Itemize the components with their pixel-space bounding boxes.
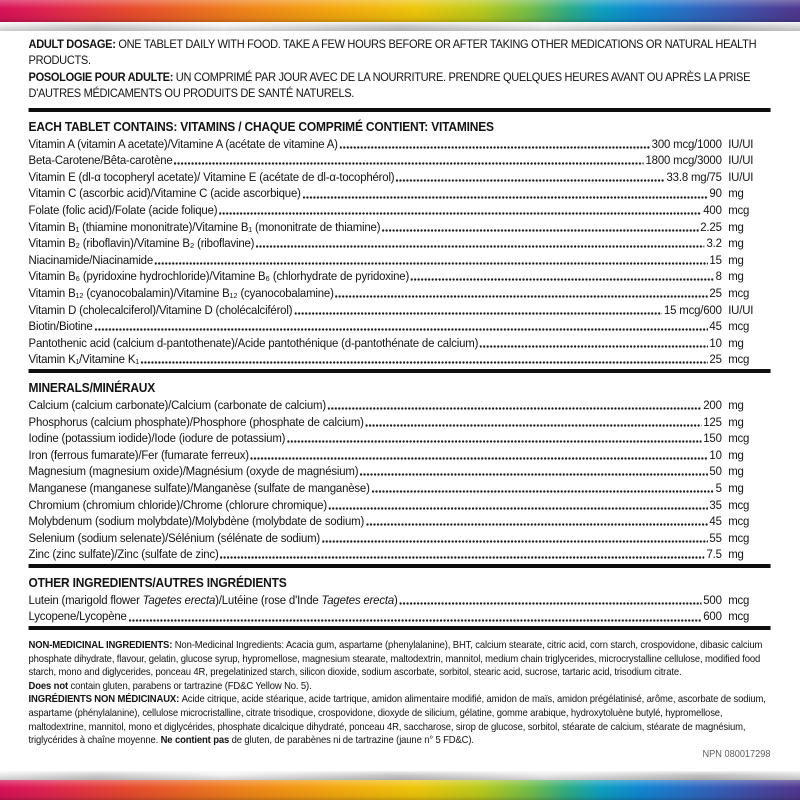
leader-dots — [220, 556, 704, 559]
ingredient-row — [29, 202, 771, 219]
ingredient-unit: mcg — [728, 285, 750, 300]
ingredient-label: Vitamin B₁ (thiamine mononitrate)/Vitamine B₁ (mononitrate de thiamine) — [28, 219, 381, 234]
ingredient-unit: mcg — [728, 592, 750, 607]
other-ingredients-rows — [29, 592, 771, 625]
ingredient-amount: 90 — [709, 186, 722, 201]
leader-dots — [396, 179, 664, 182]
leader-dots — [340, 146, 650, 149]
ingredient-row — [29, 530, 771, 547]
ingredient-row — [29, 185, 771, 202]
leader-dots — [372, 490, 714, 493]
bottom-silver-bar — [0, 771, 800, 780]
divider — [29, 626, 771, 630]
leader-dots — [94, 328, 707, 331]
section-vitamins — [29, 119, 771, 368]
ingredient-amount: 50 — [709, 464, 722, 479]
leader-dots — [174, 162, 643, 165]
ingredient-unit: IU/UI — [728, 169, 754, 184]
leader-dots — [328, 407, 702, 410]
ingredient-amount: 150 — [703, 431, 722, 446]
ingredient-label: Molybdenum (sodium molybdate)/Molybdène (molybdate de sodium) — [28, 514, 365, 529]
ingredient-row — [29, 497, 771, 514]
leader-dots — [399, 602, 701, 605]
ingredient-unit: mg — [728, 186, 744, 201]
ingredient-row — [29, 447, 771, 464]
ingredient-amount: 25 — [709, 352, 722, 367]
ingredient-label: Manganese (manganese sulfate)/Manganèse (sulfate de manganèse) — [28, 480, 370, 495]
ingredient-label: Vitamin D (cholecalciferol)/Vitamine D (cholécalciférol) — [28, 302, 293, 317]
ingredient-row — [29, 608, 771, 625]
leader-dots — [294, 312, 662, 315]
paragraph: POSOLOGIE POUR ADULTE: UN COMPRIMÉ PAR JOUR AVEC DE LA NOURRITURE. PRENDRE QUELQUES HEURES AVANT OU APRÈS LA PRISE D'AUTRES MÉDICAMENTS OU PRODUITS DE SANTÉ NATURELS. — [28, 69, 751, 101]
ingredient-row — [29, 430, 771, 447]
other-ingredients-section-header: OTHER INGREDIENTS/AUTRES INGRÉDIENTS — [28, 574, 287, 590]
leader-dots — [303, 196, 708, 199]
ingredient-label: Lycopene/Lycopène — [28, 609, 127, 624]
ingredient-amount: 200 — [703, 397, 722, 412]
ingredient-row — [29, 414, 771, 431]
leader-dots — [382, 229, 698, 232]
minerals-section-header: MINERALS/MINÉRAUX — [28, 379, 156, 395]
ingredient-label: Zinc (zinc sulfate)/Zinc (sulfate de zinc) — [28, 547, 219, 562]
ingredient-amount: 7.5 — [706, 547, 722, 562]
ingredient-amount: 10 — [709, 447, 722, 462]
ingredient-row — [29, 268, 771, 285]
ingredient-unit: mg — [728, 252, 744, 267]
ingredient-amount: 45 — [709, 319, 722, 334]
ingredient-label: Iron (ferrous fumarate)/Fer (fumarate ferreux) — [28, 447, 249, 462]
bottom-rainbow-bar — [0, 780, 800, 800]
ingredient-amount: 125 — [703, 414, 722, 429]
paragraph: NON-MEDICINAL INGREDIENTS: Non-Medicinal Ingredients: Acacia gum, aspartame (phenylalanine), BHT, calcium stearate, citric acid, corn starch, crospovidone, dibasic calcium phosphate dihydrate, flavour, gelatin, glucose syrup, hypromellose, magnesium stearate, maltodextrin, mannitol, medium chain triglycerides, microcrystalline cellulose, modified food starch, mono and diglycerides, ponceau 4R, pregelatinized starch, silicon dioxide, sodium ascorbate, sorbitol, stearic acid, sucrose, tartaric acid, trisodium citrate. — [28, 640, 763, 679]
ingredient-row — [29, 592, 771, 609]
vitamins-section-header: EACH TABLET CONTAINS: VITAMINS / CHAQUE COMPRIMÉ CONTIENT: VITAMINES — [28, 118, 494, 134]
divider — [29, 108, 771, 112]
ingredient-unit: mg — [728, 219, 744, 234]
paragraph: INGRÉDIENTS NON MÉDICINAUX: Acide citrique, acide stéarique, acide tartrique, amidon alimentaire modifié, amidon de maïs, amidon prégélatinisé, arôme, ascorbate de sodium, aspartame (phénylalanine), cellulose microcristalline, citrate trisodique, crospovidone, dioxyde de silicium, gélatine, gomme arabique, hydroxytoluène butylé, hypromellose, maltodextrine, mannitol, mono et diglycérides, phosphate dicalcique dihydraté, ponceau 4R, saccharose, sirop de glucose, sorbitol, stéarate de calcium, stéarate de magnésium, triglycérides à chaîne moyenne. Ne contient pas de gluten, de parabènes ni de tartrazine (jaune n° 5 FD&C). — [28, 694, 766, 747]
ingredient-amount: 35 — [709, 497, 722, 512]
leader-dots — [155, 262, 708, 265]
ingredient-amount: 55 — [709, 530, 722, 545]
ingredient-unit: mg — [728, 480, 744, 495]
section-other-ingredients — [29, 575, 771, 625]
leader-dots — [129, 619, 702, 622]
paragraph: Does not contain gluten, parabens or tartrazine (FD&C Yellow No. 5). — [28, 680, 312, 692]
ingredient-unit: mg — [728, 269, 744, 284]
ingredient-label: Phosphorus (calcium phosphate)/Phosphore (phosphate de calcium) — [28, 414, 364, 429]
leader-dots — [366, 523, 708, 526]
ingredient-row — [29, 302, 771, 319]
ingredient-unit: mcg — [728, 319, 750, 334]
ingredient-amount: 300 mcg/1000 — [651, 136, 722, 151]
ingredient-label: Folate (folic acid)/Folate (acide folique) — [28, 203, 218, 217]
ingredient-row — [29, 397, 771, 414]
paragraph: ADULT DOSAGE: ONE TABLET DAILY WITH FOOD. TAKE A FEW HOURS BEFORE OR AFTER TAKING OTHER MEDICATIONS OR NATURAL HEALTH PRODUCTS. — [28, 37, 757, 68]
ingredient-amount: 5 — [715, 480, 722, 495]
vitamins-rows — [29, 136, 771, 368]
ingredient-label: Vitamin E (dl-α tocopheryl acetate)/ Vitamine E (acétate de dl-α-tocophérol) — [28, 169, 395, 184]
ingredient-unit: mcg — [728, 609, 750, 624]
ingredient-label: Selenium (sodium selenate)/Sélénium (sélénate de sodium) — [28, 530, 321, 545]
ingredient-row — [29, 546, 771, 563]
label-content — [0, 31, 800, 760]
leader-dots — [329, 507, 708, 510]
ingredient-row — [29, 318, 771, 335]
ingredient-amount: 400 — [703, 203, 722, 217]
ingredient-row — [29, 169, 771, 186]
ingredient-unit: IU/UI — [728, 136, 754, 151]
ingredient-row — [29, 513, 771, 530]
leader-dots — [251, 457, 708, 460]
leader-dots — [141, 361, 708, 364]
ingredient-unit: mcg — [728, 352, 750, 367]
ingredient-amount: 8 — [715, 269, 722, 284]
ingredient-row — [29, 285, 771, 302]
ingredient-label: Pantothenic acid (calcium d-pantothenate)/Acide pantothénique (d-pantothénate de calcium) — [28, 335, 479, 350]
leader-dots — [336, 295, 708, 298]
ingredient-row — [29, 219, 771, 236]
ingredient-amount: 3.2 — [706, 236, 722, 251]
ingredient-amount: 2.25 — [700, 219, 722, 234]
ingredient-row — [29, 463, 771, 480]
ingredient-label: Biotin/Biotine — [28, 319, 93, 334]
ingredient-row — [29, 351, 771, 368]
ingredient-unit: IU/UI — [728, 302, 754, 317]
ingredient-unit: mcg — [728, 497, 750, 512]
dosage-block — [29, 36, 771, 102]
ingredient-amount: 15 mcg/600 — [663, 302, 722, 317]
npn-number: NPN 080017298 — [702, 748, 771, 760]
ingredient-unit: mg — [728, 464, 744, 479]
ingredient-unit: mg — [728, 414, 744, 429]
ingredient-amount: 1800 mcg/3000 — [645, 153, 722, 168]
ingredient-amount: 33.8 mg/75 — [666, 169, 722, 184]
top-rainbow-bar — [0, 0, 800, 22]
top-silver-bar — [0, 22, 800, 31]
minerals-rows — [29, 397, 771, 563]
leader-dots — [480, 345, 708, 348]
ingredient-unit: IU/UI — [728, 153, 754, 168]
ingredient-amount: 500 — [703, 592, 722, 607]
ingredient-unit: mg — [728, 236, 744, 251]
ingredient-row — [29, 480, 771, 497]
ingredient-label: Lutein (marigold flower Tagetes erecta)/Lutéine (rose d'Inde Tagetes erecta) — [28, 592, 398, 607]
ingredient-unit: mcg — [728, 431, 750, 446]
leader-dots — [322, 540, 708, 543]
leader-dots — [256, 245, 704, 248]
ingredient-unit: mcg — [728, 530, 750, 545]
ingredient-label: Vitamin C (ascorbic acid)/Vitamine C (acide ascorbique) — [28, 186, 301, 201]
ingredient-label: Vitamin B₂ (riboflavin)/Vitamine B₂ (riboflavine) — [28, 236, 255, 251]
ingredient-label: Niacinamide/Niacinamide — [28, 252, 154, 267]
ingredient-unit: mcg — [728, 203, 750, 217]
leader-dots — [366, 424, 702, 427]
ingredient-label: Chromium (chromium chloride)/Chrome (chlorure chromique) — [28, 497, 327, 512]
divider — [29, 564, 771, 568]
ingredient-row — [29, 252, 771, 269]
leader-dots — [287, 440, 701, 443]
ingredient-label: Calcium (calcium carbonate)/Calcium (carbonate de calcium) — [28, 397, 326, 412]
ingredient-unit: mg — [728, 447, 744, 462]
non-medicinal-ingredients-block — [29, 639, 771, 748]
ingredient-amount: 15 — [709, 252, 722, 267]
leader-dots — [219, 212, 701, 215]
leader-dots — [411, 278, 714, 281]
ingredient-row — [29, 152, 771, 169]
ingredient-amount: 10 — [709, 335, 722, 350]
ingredient-label: Iodine (potassium iodide)/Iode (iodure de potassium) — [28, 431, 286, 446]
ingredient-label: Vitamin B₆ (pyridoxine hydrochloride)/Vitamine B₆ (chlorhydrate de pyridoxine) — [28, 269, 410, 284]
ingredient-unit: mg — [728, 397, 744, 412]
ingredient-label: Magnesium (magnesium oxide)/Magnésium (oxyde de magnésium) — [28, 464, 359, 479]
section-minerals — [29, 380, 771, 563]
ingredient-unit: mg — [728, 335, 744, 350]
ingredient-amount: 600 — [703, 609, 722, 624]
ingredient-unit: mg — [728, 547, 744, 562]
divider — [29, 369, 771, 373]
ingredient-label: Beta-Carotene/Bêta-carotène — [28, 153, 173, 168]
ingredient-row — [29, 335, 771, 352]
ingredient-label: Vitamin A (vitamin A acetate)/Vitamine A (acétate de vitamine A) — [28, 136, 338, 151]
ingredient-label: Vitamin K₁/Vitamine K₁ — [28, 352, 139, 367]
ingredient-amount: 45 — [709, 514, 722, 529]
ingredient-row — [29, 136, 771, 153]
ingredient-unit: mcg — [728, 514, 750, 529]
ingredient-amount: 25 — [709, 285, 722, 300]
ingredient-label: Vitamin B₁₂ (cyanocobalamin)/Vitamine B₁₂ (cyanocobalamine) — [28, 285, 334, 300]
leader-dots — [360, 473, 707, 476]
ingredient-row — [29, 235, 771, 252]
